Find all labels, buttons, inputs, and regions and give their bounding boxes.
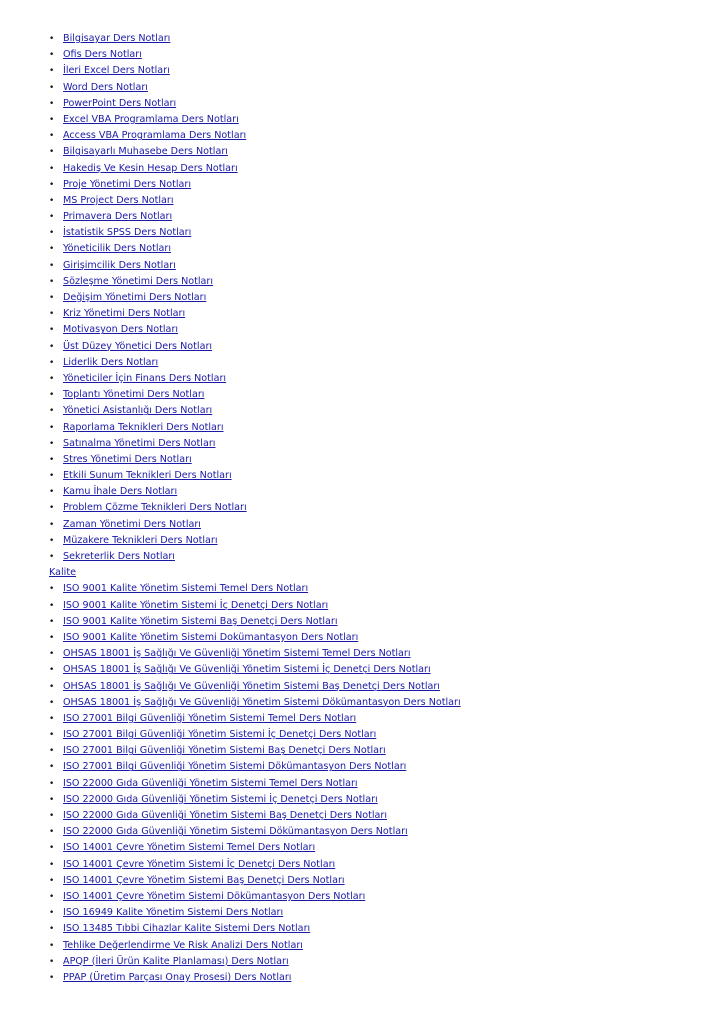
bullet-icon: •: [49, 471, 55, 482]
bullet-icon: •: [49, 422, 55, 433]
course-notes-link[interactable]: Satınalma Yönetimi Ders Notları: [63, 437, 216, 449]
bullet-icon: •: [49, 276, 55, 287]
list-item: [0, 322, 728, 338]
list-item: [0, 47, 728, 63]
course-notes-link[interactable]: Sözleşme Yönetimi Ders Notları: [63, 275, 214, 287]
list-item: [0, 500, 728, 516]
course-notes-link[interactable]: Toplantı Yönetimi Ders Notları: [63, 389, 205, 401]
bullet-icon: •: [49, 778, 55, 789]
course-notes-link[interactable]: Yöneticiler İçin Finans Ders Notları: [63, 372, 227, 384]
quality-notes-link[interactable]: ISO 27001 Bilgi Güvenliği Yönetim Sistemi İç Denetçi Ders Notları: [63, 729, 377, 741]
course-notes-link[interactable]: Hakediş Ve Kesin Hesap Ders Notları: [63, 162, 238, 174]
list-item: [0, 436, 728, 452]
list-item: [0, 727, 728, 743]
bullet-icon: •: [49, 114, 55, 125]
list-item: [0, 258, 728, 274]
list-item: [0, 954, 728, 970]
document-page: [0, 31, 728, 986]
list-item: [0, 225, 728, 241]
list-item: [0, 905, 728, 921]
quality-notes-link[interactable]: ISO 9001 Kalite Yönetim Sistemi Temel Ders Notları: [63, 583, 309, 595]
quality-notes-link[interactable]: ISO 9001 Kalite Yönetim Sistemi Baş Denetçi Ders Notları: [63, 615, 338, 627]
course-notes-link[interactable]: Yöneticilik Ders Notları: [63, 243, 171, 255]
quality-notes-link[interactable]: ISO 13485 Tıbbi Cihazlar Kalite Sistemi Ders Notları: [63, 923, 311, 935]
course-notes-link[interactable]: Proje Yönetimi Ders Notları: [63, 178, 192, 190]
list-item: [0, 339, 728, 355]
quality-notes-link[interactable]: APQP (İleri Ürün Kalite Planlaması) Ders Notları: [63, 955, 289, 967]
bullet-icon: •: [49, 697, 55, 708]
list-item: [0, 614, 728, 630]
list-item: [0, 857, 728, 873]
quality-notes-link[interactable]: ISO 14001 Çevre Yönetim Sistemi İç Denetçi Ders Notları: [63, 858, 336, 870]
course-notes-link[interactable]: Değişim Yönetimi Ders Notları: [63, 292, 207, 303]
bullet-icon: •: [49, 98, 55, 109]
quality-notes-link[interactable]: ISO 22000 Gıda Güvenliği Yönetim Sistemi İç Denetçi Ders Notları: [63, 793, 378, 805]
list-item: [0, 824, 728, 840]
bullet-icon: •: [49, 66, 55, 77]
list-item: [0, 112, 728, 128]
list-item: [0, 193, 728, 209]
bullet-icon: •: [49, 891, 55, 902]
list-item: [0, 776, 728, 792]
list-item: [0, 241, 728, 257]
list-item: [0, 630, 728, 646]
course-notes-link[interactable]: Word Ders Notları: [63, 81, 148, 93]
bullet-icon: •: [49, 373, 55, 384]
bullet-icon: •: [49, 147, 55, 158]
quality-notes-link[interactable]: ISO 22000 Gıda Güvenliği Yönetim Sistemi Dökümantasyon Ders Notları: [63, 826, 408, 838]
bullet-icon: •: [49, 212, 55, 223]
bullet-icon: •: [49, 552, 55, 562]
bullet-icon: •: [49, 487, 55, 498]
list-item: [0, 743, 728, 759]
quality-notes-link[interactable]: OHSAS 18001 İş Sağlığı Ve Güvenliği Yönetim Sistemi Temel Ders Notları: [63, 648, 411, 660]
list-item: [0, 938, 728, 954]
course-notes-link[interactable]: Primavera Ders Notları: [63, 211, 173, 223]
bullet-icon: •: [49, 293, 55, 303]
bullet-icon: •: [49, 811, 55, 821]
list-item: [0, 387, 728, 403]
course-notes-link[interactable]: İstatistik SPSS Ders Notları: [63, 227, 192, 239]
bullet-icon: •: [49, 438, 55, 449]
course-notes-link[interactable]: Üst Düzey Yönetici Ders Notları: [63, 340, 213, 352]
list-item: [0, 695, 728, 711]
course-notes-link[interactable]: Yönetici Asistanlığı Ders Notları: [63, 405, 213, 417]
course-notes-link[interactable]: Bilgisayar Ders Notları: [63, 33, 171, 44]
list-item: [0, 533, 728, 549]
bullet-icon: •: [49, 535, 55, 546]
quality-notes-link[interactable]: Tehlike Değerlendirme Ve Risk Analizi Ders Notları: [63, 939, 303, 951]
quality-notes-link[interactable]: ISO 14001 Çevre Yönetim Sistemi Baş Denetçi Ders Notları: [63, 874, 345, 886]
list-item: [0, 128, 728, 144]
bullet-icon: •: [49, 390, 55, 401]
list-item: [0, 598, 728, 614]
quality-notes-link[interactable]: ISO 14001 Çevre Yönetim Sistemi Dökümantasyon Ders Notları: [63, 890, 366, 902]
course-notes-link[interactable]: MS Project Ders Notları: [63, 194, 174, 206]
bullet-icon: •: [49, 616, 55, 627]
list-item: [0, 403, 728, 419]
section-heading-kalite[interactable]: Kalite: [49, 567, 76, 579]
quality-notes-link[interactable]: ISO 16949 Kalite Yönetim Sistemi Ders Notları: [63, 907, 284, 919]
quality-notes-link[interactable]: ISO 14001 Çevre Yönetim Sistemi Temel Ders Notları: [63, 842, 316, 854]
list-item: [0, 711, 728, 727]
bullet-icon: •: [49, 325, 55, 336]
bullet-icon: •: [49, 584, 55, 595]
bullet-icon: •: [49, 843, 55, 854]
list-item: [0, 840, 728, 856]
bullet-icon: •: [49, 665, 55, 676]
bullet-icon: •: [49, 681, 55, 692]
bullet-icon: •: [49, 179, 55, 190]
bullet-icon: •: [49, 244, 55, 255]
bullet-icon: •: [49, 762, 55, 773]
quality-notes-link[interactable]: ISO 27001 Bilgi Güvenliği Yönetim Sistemi Dökümantasyon Ders Notları: [63, 761, 407, 773]
course-notes-link[interactable]: Müzakere Teknikleri Ders Notları: [63, 534, 218, 546]
bullet-icon: •: [49, 924, 55, 935]
list-item: [0, 517, 728, 533]
bullet-icon: •: [49, 859, 55, 870]
course-notes-link[interactable]: Liderlik Ders Notları: [63, 356, 159, 368]
bullet-icon: •: [49, 50, 55, 61]
list-item: [0, 274, 728, 290]
bullet-icon: •: [49, 34, 55, 44]
list-item: [0, 468, 728, 484]
list-item: [0, 80, 728, 96]
list-item: [0, 209, 728, 225]
list-item: [0, 549, 728, 565]
quality-notes-link[interactable]: ISO 22000 Gıda Güvenliği Yönetim Sistemi Temel Ders Notları: [63, 777, 358, 789]
list-item: [0, 31, 728, 47]
course-notes-link[interactable]: Problem Çözme Teknikleri Ders Notları: [63, 502, 247, 514]
course-notes-link[interactable]: PowerPoint Ders Notları: [63, 97, 177, 109]
quality-notes-list: [0, 581, 728, 986]
bullet-icon: •: [49, 972, 55, 983]
course-notes-link[interactable]: Kamu İhale Ders Notları: [63, 486, 178, 498]
course-notes-list: [0, 31, 728, 565]
list-item: [0, 484, 728, 500]
bullet-icon: •: [49, 357, 55, 368]
bullet-icon: •: [49, 163, 55, 174]
list-item: [0, 161, 728, 177]
list-item: [0, 889, 728, 905]
bullet-icon: •: [49, 794, 55, 805]
bullet-icon: •: [49, 713, 55, 724]
bullet-icon: •: [49, 746, 55, 757]
list-item: [0, 63, 728, 79]
bullet-icon: •: [49, 82, 55, 93]
bullet-icon: •: [49, 649, 55, 660]
bullet-icon: •: [49, 341, 55, 352]
list-item: [0, 355, 728, 371]
quality-notes-link[interactable]: PPAP (Üretim Parçası Onay Prosesi) Ders Notları: [63, 971, 292, 983]
bullet-icon: •: [49, 730, 55, 741]
course-notes-link[interactable]: Access VBA Programlama Ders Notları: [63, 130, 247, 142]
course-notes-link[interactable]: Bilgisayarlı Muhasebe Ders Notları: [63, 146, 228, 158]
bullet-icon: •: [49, 940, 55, 951]
course-notes-link[interactable]: Etkili Sunum Teknikleri Ders Notları: [63, 470, 232, 482]
list-item: [0, 96, 728, 112]
bullet-icon: •: [49, 195, 55, 206]
bullet-icon: •: [49, 309, 55, 320]
course-notes-link[interactable]: Raporlama Teknikleri Ders Notları: [63, 421, 224, 433]
course-notes-link[interactable]: Girişimcilik Ders Notları: [63, 259, 176, 271]
bullet-icon: •: [49, 228, 55, 239]
bullet-icon: •: [49, 956, 55, 967]
course-notes-link[interactable]: Stres Yönetimi Ders Notları: [63, 453, 192, 465]
bullet-icon: •: [49, 519, 55, 530]
course-notes-link[interactable]: İleri Excel Ders Notları: [63, 65, 170, 77]
list-item: [0, 306, 728, 322]
list-item: [0, 662, 728, 678]
quality-notes-link[interactable]: ISO 27001 Bilgi Güvenliği Yönetim Sistemi Baş Denetçi Ders Notları: [63, 745, 386, 757]
bullet-icon: •: [49, 632, 55, 643]
course-notes-link[interactable]: Motivasyon Ders Notları: [63, 324, 179, 336]
quality-notes-link[interactable]: OHSAS 18001 İş Sağlığı Ve Güvenliği Yönetim Sistemi İç Denetçi Ders Notları: [63, 664, 431, 676]
course-notes-link[interactable]: Excel VBA Programlama Ders Notları: [63, 113, 239, 125]
list-item: [0, 759, 728, 775]
list-item: [0, 970, 728, 986]
course-notes-link[interactable]: Ofis Ders Notları: [63, 49, 142, 61]
list-item: [0, 646, 728, 662]
bullet-icon: •: [49, 600, 55, 611]
course-notes-link[interactable]: Kriz Yönetimi Ders Notları: [63, 308, 186, 320]
quality-notes-link[interactable]: ISO 22000 Gıda Güvenliği Yönetim Sistemi Baş Denetçi Ders Notları: [63, 810, 388, 821]
course-notes-link[interactable]: Zaman Yönetimi Ders Notları: [63, 518, 201, 530]
bullet-icon: •: [49, 827, 55, 838]
quality-notes-link[interactable]: ISO 9001 Kalite Yönetim Sistemi İç Denetçi Ders Notları: [63, 599, 329, 611]
list-item: [0, 808, 728, 824]
bullet-icon: •: [49, 875, 55, 886]
list-item: [0, 144, 728, 160]
list-item: [0, 452, 728, 468]
list-item: [0, 581, 728, 597]
list-item: [0, 290, 728, 306]
bullet-icon: •: [49, 503, 55, 514]
bullet-icon: •: [49, 260, 55, 271]
list-item: [0, 371, 728, 387]
quality-notes-link[interactable]: OHSAS 18001 İş Sağlığı Ve Güvenliği Yönetim Sistemi Baş Denetçi Ders Notları: [63, 680, 440, 692]
course-notes-link[interactable]: Sekreterlik Ders Notları: [63, 551, 175, 562]
bullet-icon: •: [49, 908, 55, 919]
list-item: [0, 921, 728, 937]
list-item: [0, 177, 728, 193]
quality-notes-link[interactable]: OHSAS 18001 İş Sağlığı Ve Güvenliği Yönetim Sistemi Dökümantasyon Ders Notları: [63, 696, 461, 708]
quality-notes-link[interactable]: ISO 27001 Bilgi Güvenliği Yönetim Sistemi Temel Ders Notları: [63, 712, 357, 724]
bullet-icon: •: [49, 454, 55, 465]
list-item: [0, 873, 728, 889]
list-item: [0, 792, 728, 808]
bullet-icon: •: [49, 406, 55, 417]
bullet-icon: •: [49, 131, 55, 142]
list-item: [0, 679, 728, 695]
quality-notes-link[interactable]: ISO 9001 Kalite Yönetim Sistemi Dokümantasyon Ders Notları: [63, 631, 359, 643]
list-item: [0, 420, 728, 436]
